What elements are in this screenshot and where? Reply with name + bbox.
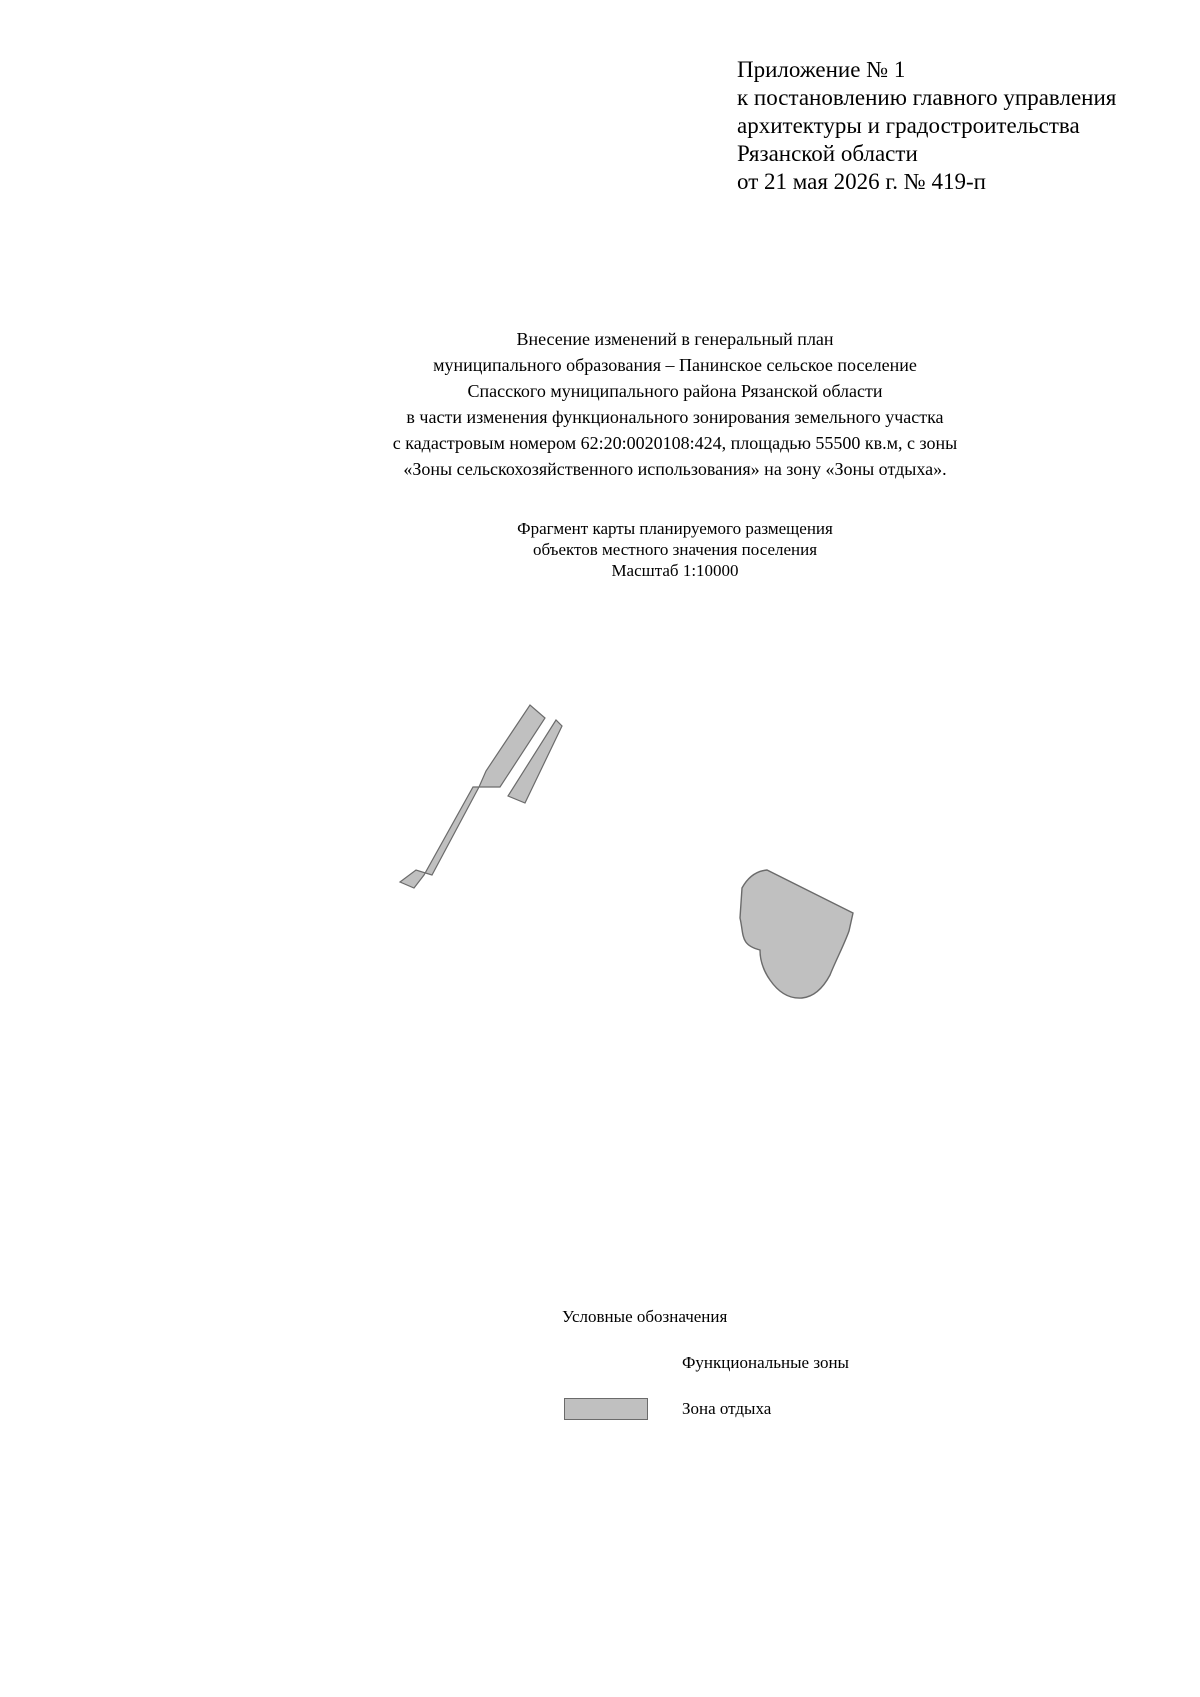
appendix-line: от 21 мая 2026 г. № 419-п [737,169,986,194]
legend-swatch-recreation-zone [564,1398,648,1420]
legend-title: Условные обозначения [562,1307,728,1326]
title-line: Внесение изменений в генеральный план [516,329,834,349]
title-line: «Зоны сельскохозяйственного использования» на зону «Зоны отдыха». [403,459,947,479]
map-scale: Масштаб 1:10000 [611,561,739,580]
title-line: Спасского муниципального района Рязанской области [467,381,883,401]
map-caption-line: Фрагмент карты планируемого размещения [517,519,833,538]
appendix-line: к постановлению главного управления [737,85,1117,110]
legend-item-label: Зона отдыха [682,1399,772,1418]
title-line: в части изменения функционального зонирования земельного участка [406,407,944,427]
title-line: с кадастровым номером 62:20:0020108:424, площадью 55500 кв.м, с зоны [392,433,958,453]
appendix-line: архитектуры и градостроительства [737,113,1080,138]
legend-group-label: Функциональные зоны [682,1353,849,1372]
appendix-line: Приложение № 1 [737,57,906,82]
map-caption-line: объектов местного значения поселения [532,540,818,559]
recreation-zone-south [740,870,853,998]
zone-polygon-main [740,870,853,998]
title-line: муниципального образования – Панинское сельское поселение [433,355,917,375]
appendix-line: Рязанской области [737,141,918,166]
recreation-zone-north [400,705,562,888]
